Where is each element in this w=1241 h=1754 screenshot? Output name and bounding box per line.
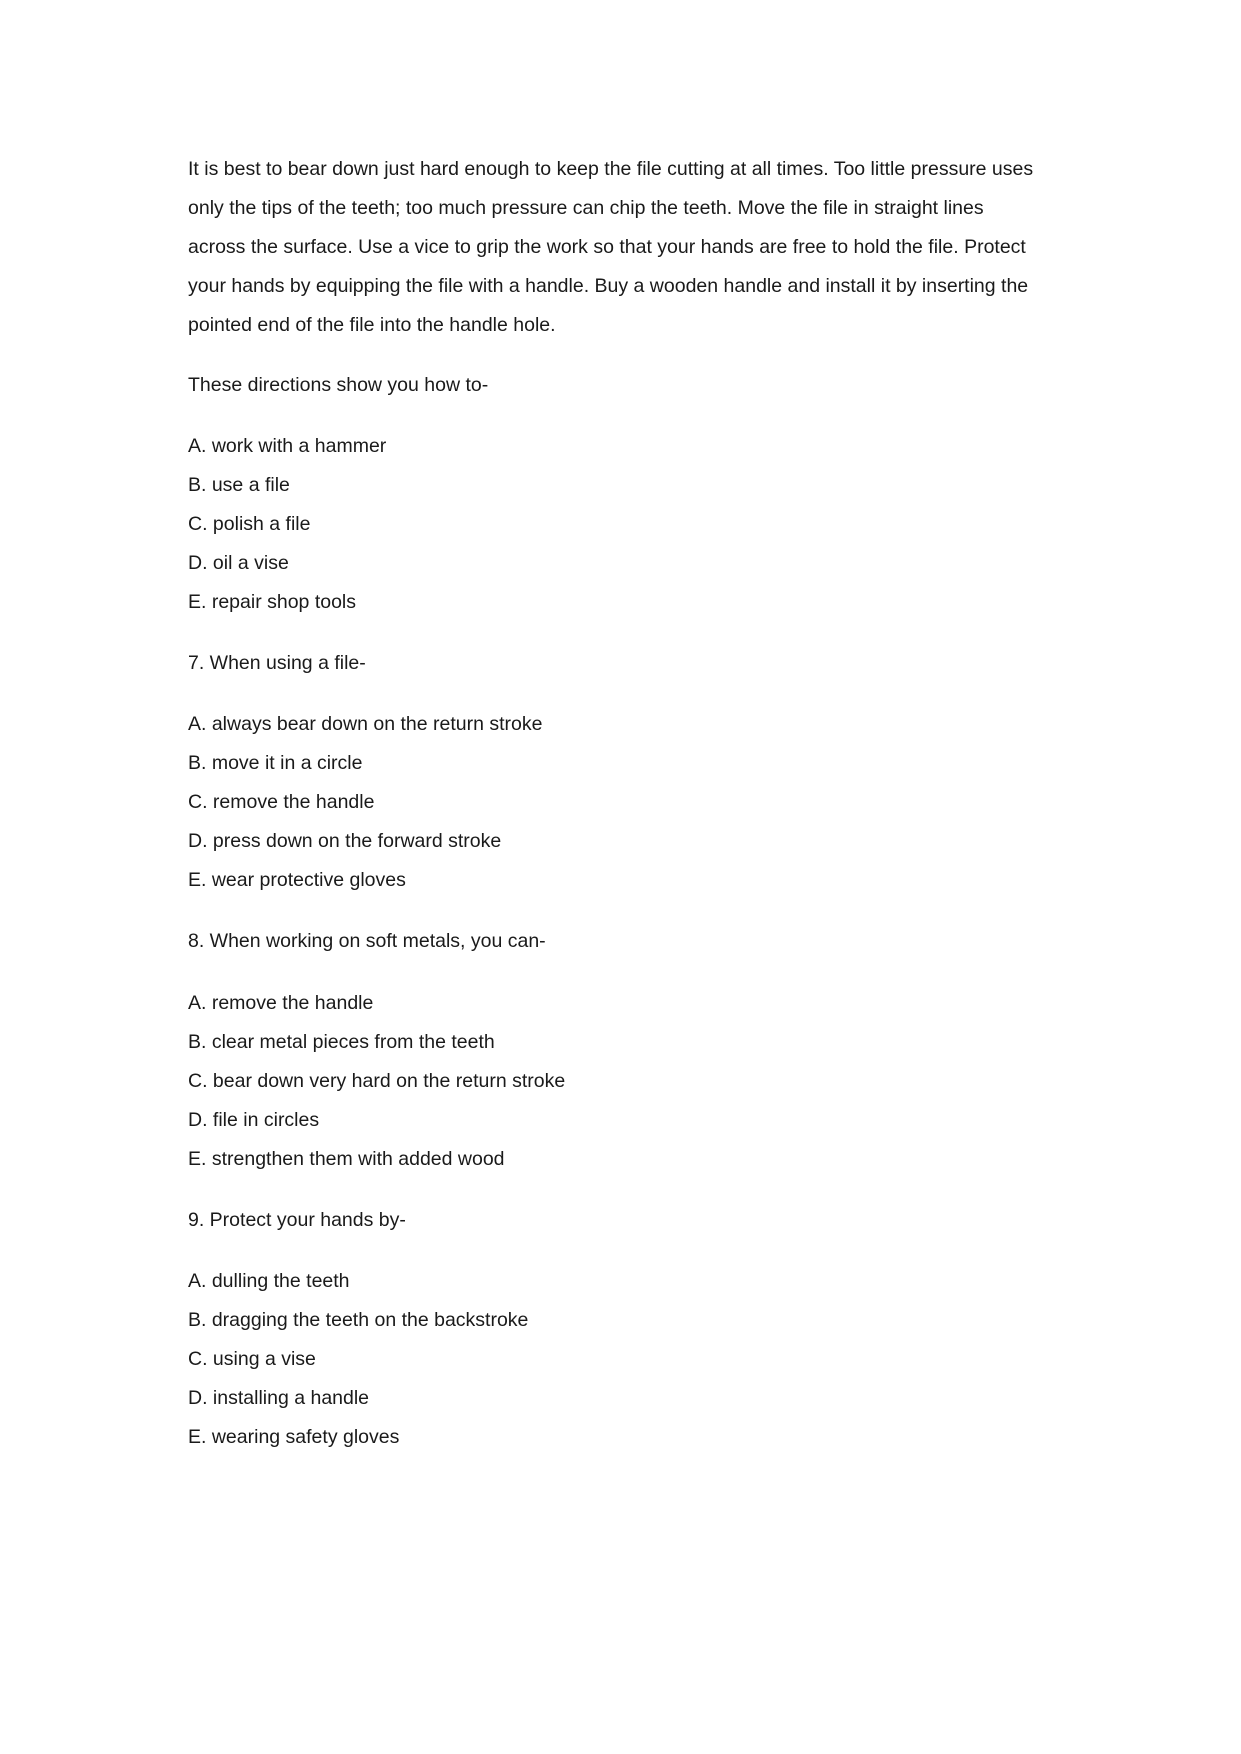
answer-option-a: A. dulling the teeth — [188, 1270, 350, 1292]
passage-line: across the surface. Use a vice to grip the work so that your hands are free to hold the file. Protect — [188, 236, 1026, 258]
question-prompt: 9. Protect your hands by- — [188, 1209, 406, 1231]
answer-option-e: E. wearing safety gloves — [188, 1426, 400, 1448]
passage-line: pointed end of the file into the handle hole. — [188, 314, 556, 336]
answer-option-c: C. polish a file — [188, 513, 311, 535]
question-prompt: 8. When working on soft metals, you can- — [188, 930, 546, 952]
question-prompt: These directions show you how to- — [188, 374, 489, 396]
answer-option-d: D. installing a handle — [188, 1387, 370, 1409]
answer-option-a: A. work with a hammer — [188, 435, 387, 457]
passage-line: your hands by equipping the file with a handle. Buy a wooden handle and install it by inserting the — [188, 275, 1029, 297]
question-block — [188, 644, 1068, 900]
question-block — [188, 922, 1068, 1179]
answer-options — [188, 984, 1068, 1179]
answer-option-b: B. use a file — [188, 474, 290, 496]
answer-options — [188, 1262, 1068, 1457]
answer-option-b: B. dragging the teeth on the backstroke — [188, 1309, 529, 1331]
answer-option-e: E. wear protective gloves — [188, 869, 406, 891]
passage-line: It is best to bear down just hard enough to keep the file cutting at all times. Too little pressure uses — [188, 158, 1034, 180]
question-prompt: 7. When using a file- — [188, 652, 366, 674]
question-block — [188, 1201, 1068, 1457]
passage-line: only the tips of the teeth; too much pressure can chip the teeth. Move the file in straight lines — [188, 197, 984, 219]
answer-option-c: C. using a vise — [188, 1348, 316, 1370]
answer-options — [188, 427, 1068, 622]
reading-passage — [188, 150, 1068, 345]
answer-option-b: B. clear metal pieces from the teeth — [188, 1031, 495, 1053]
answer-option-d: D. oil a vise — [188, 552, 289, 574]
page-content — [188, 150, 1068, 1457]
answer-option-e: E. strengthen them with added wood — [188, 1148, 505, 1170]
answer-option-a: A. always bear down on the return stroke — [188, 713, 543, 735]
answer-option-c: C. bear down very hard on the return stroke — [188, 1070, 566, 1092]
answer-option-d: D. file in circles — [188, 1109, 320, 1131]
answer-option-c: C. remove the handle — [188, 791, 375, 813]
question-block — [188, 366, 1068, 622]
answer-option-b: B. move it in a circle — [188, 752, 363, 774]
answer-options — [188, 705, 1068, 900]
answer-option-e: E. repair shop tools — [188, 591, 357, 613]
answer-option-a: A. remove the handle — [188, 992, 374, 1014]
answer-option-d: D. press down on the forward stroke — [188, 830, 502, 852]
